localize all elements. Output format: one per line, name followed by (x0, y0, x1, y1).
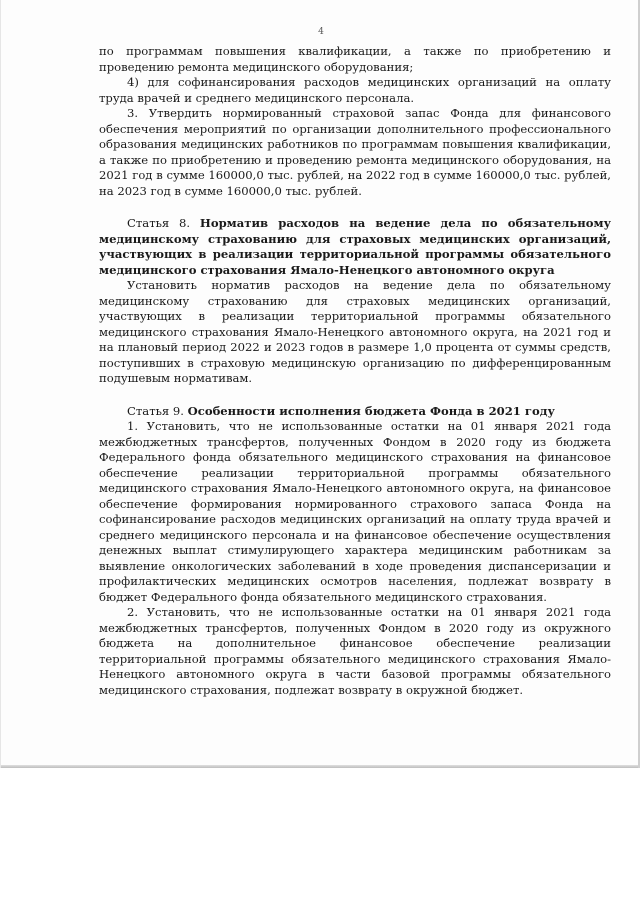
spacer (99, 199, 611, 216)
article-9-label: Статья 9. (127, 403, 184, 418)
article-8-label: Статья 8. (127, 216, 191, 230)
paragraph-item-3: 3. Утвердить нормированный страховой запас Фонда для финансового обеспечения мероприятий по организации дополнительного профессионального образования медицинских работников по программам повышения квалификации, а также по приобретению и проведению ремонта медицинского оборудования, на 2021 год в сумме 160000,0 тыс. рублей, на 2022 год в сумме 160000,0 тыс. рублей, на 2023 год в сумме 160000,0 тыс. рублей. (99, 106, 611, 198)
article-8-title: Норматив расходов на ведение дела по обязательному медицинскому страхованию для страховых медицинских организаций, участвующих в реализации территориальной программы обязательного медицинского страхования Ямало-Ненецкого автономного округа (99, 216, 612, 277)
article-9-item-1: 1. Установить, что не использованные остатки на 01 января 2021 года межбюджетных трансфертов, полученных Фондом в 2020 году из бюджета Федерального фонда обязательного медицинского страхования на финансовое обеспечение реализации территориальной программы обязательного медицинского страхования Ямало-Ненецкого автономного округа, на финансовое обеспечение формирования нормированного страхового запаса Фонда на софинансирование расходов медицинских организаций на оплату труда врачей и среднего медицинского персонала и на финансовое обеспечение осуществления денежных выплат стимулирующего характера медицинским работникам за выявление онкологических заболеваний в ходе проведения диспансеризации и профилактических медицинских осмотров населения, подлежат возврату в бюджет Федерального фонда обязательного медицинского страхования. (99, 419, 611, 604)
article-8-text: Установить норматив расходов на ведение дела по обязательному медицинскому страхованию для страховых медицинских организаций, участвующих в реализации территориальной программы обязательного медицинского страхования Ямало-Ненецкого автономного округа, на 2021 год и на плановый период 2022 и 2023 годов в размере 1,0 процента от суммы средств, поступивших в страховую медицинскую организацию по дифференцированным подушевым нормативам. (99, 278, 611, 385)
paragraph-continuation: по программам повышения квалификации, а также по приобретению и проведению ремонта медицинского оборудования; (99, 44, 611, 74)
spacer (99, 387, 611, 404)
article-9-heading (99, 404, 611, 420)
paragraph-item-4: 4) для софинансирования расходов медицинских организаций на оплату труда врачей и среднего медицинского персонала. (99, 75, 611, 105)
article-9-title: Особенности исполнения бюджета Фонда в 2021 году (187, 403, 555, 418)
page-number: 4 (318, 27, 324, 37)
blank-area (0, 768, 640, 905)
article-9-item-2: 2. Установить, что не использованные остатки на 01 января 2021 года межбюджетных трансфертов, полученных Фондом в 2020 году из окружного бюджета на дополнительное финансовое обеспечение реализации территориальной программы обязательного медицинского страхования Ямало-Ненецкого автономного округа в части базовой программы обязательного медицинского страхования, подлежат возврату в окружной бюджет. (99, 605, 611, 697)
article-8-heading (99, 216, 611, 278)
document-body (99, 44, 611, 698)
